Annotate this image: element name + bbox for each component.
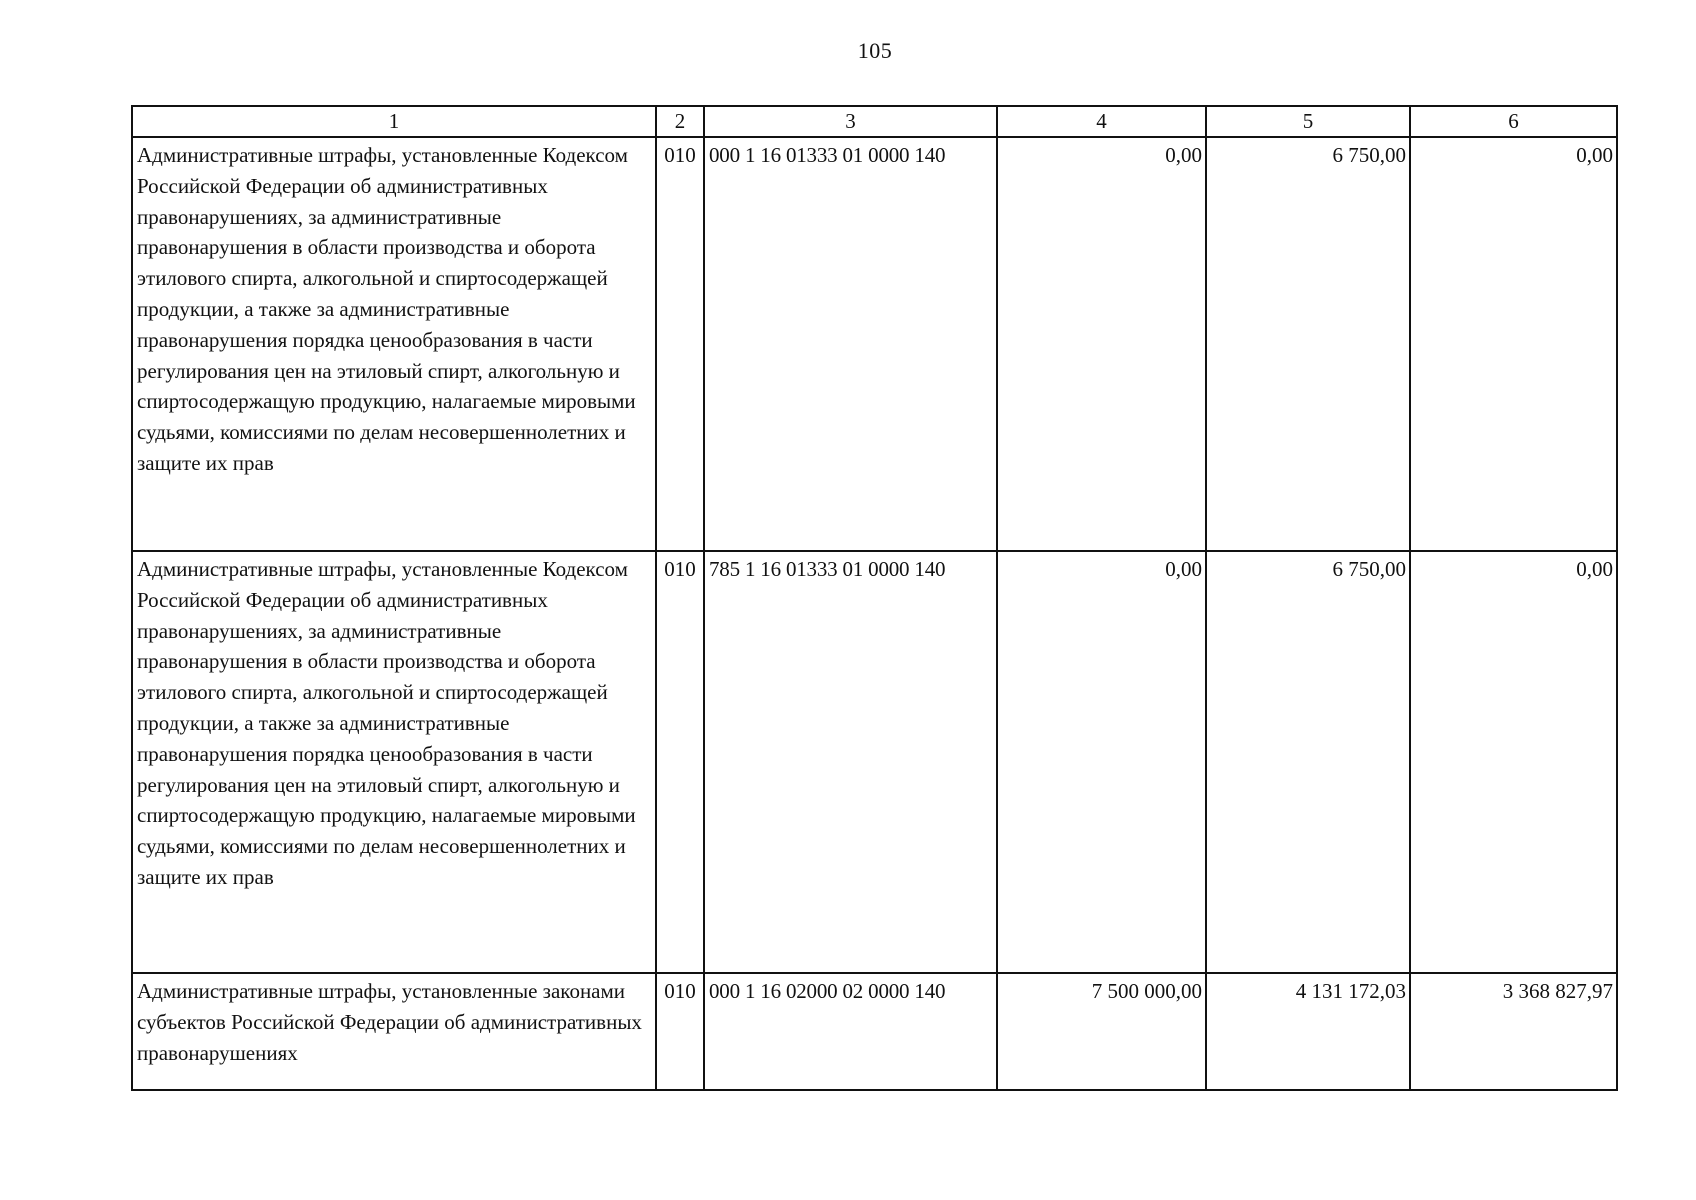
table-row xyxy=(132,137,1617,551)
amount-cell: 0,00 xyxy=(1410,551,1617,973)
amount-cell: 7 500 000,00 xyxy=(997,973,1206,1090)
amount-cell: 0,00 xyxy=(997,137,1206,551)
line-code-cell: 010 xyxy=(656,137,704,551)
table-header-row xyxy=(132,106,1617,137)
column-header: 6 xyxy=(1410,106,1617,137)
kbk-code-cell: 000 1 16 01333 01 0000 140 xyxy=(704,137,997,551)
table-row xyxy=(132,551,1617,973)
income-name-cell: Административные штрафы, установленные Кодексом Российской Федерации об административных правонарушениях, за административные правонарушения в области производства и оборота этилового спирта, алкогольной и спиртосодержащей продукции, а также за административные правонарушения порядка ценообразования в части регулирования цен на этиловый спирт, алкогольную и спиртосодержащую продукцию, налагаемые мировыми судьями, комиссиями по делам несовершеннолетних и защите их прав xyxy=(132,551,656,973)
income-name-cell: Административные штрафы, установленные законами субъектов Российской Федерации об административных правонарушениях xyxy=(132,973,656,1090)
column-header: 3 xyxy=(704,106,997,137)
income-name-cell: Административные штрафы, установленные Кодексом Российской Федерации об административных правонарушениях, за административные правонарушения в области производства и оборота этилового спирта, алкогольной и спиртосодержащей продукции, а также за административные правонарушения порядка ценообразования в части регулирования цен на этиловый спирт, алкогольную и спиртосодержащую продукцию, налагаемые мировыми судьями, комиссиями по делам несовершеннолетних и защите их прав xyxy=(132,137,656,551)
column-header: 2 xyxy=(656,106,704,137)
amount-cell: 3 368 827,97 xyxy=(1410,973,1617,1090)
amount-cell: 0,00 xyxy=(1410,137,1617,551)
page-number: 105 xyxy=(857,38,893,63)
kbk-code-cell: 785 1 16 01333 01 0000 140 xyxy=(704,551,997,973)
table-row xyxy=(132,973,1617,1090)
amount-cell: 4 131 172,03 xyxy=(1206,973,1410,1090)
kbk-code-cell: 000 1 16 02000 02 0000 140 xyxy=(704,973,997,1090)
amount-cell: 6 750,00 xyxy=(1206,137,1410,551)
line-code-cell: 010 xyxy=(656,551,704,973)
line-code-cell: 010 xyxy=(656,973,704,1090)
column-header: 5 xyxy=(1206,106,1410,137)
column-header: 4 xyxy=(997,106,1206,137)
column-header: 1 xyxy=(132,106,656,137)
budget-table xyxy=(131,105,1618,1091)
amount-cell: 0,00 xyxy=(997,551,1206,973)
amount-cell: 6 750,00 xyxy=(1206,551,1410,973)
